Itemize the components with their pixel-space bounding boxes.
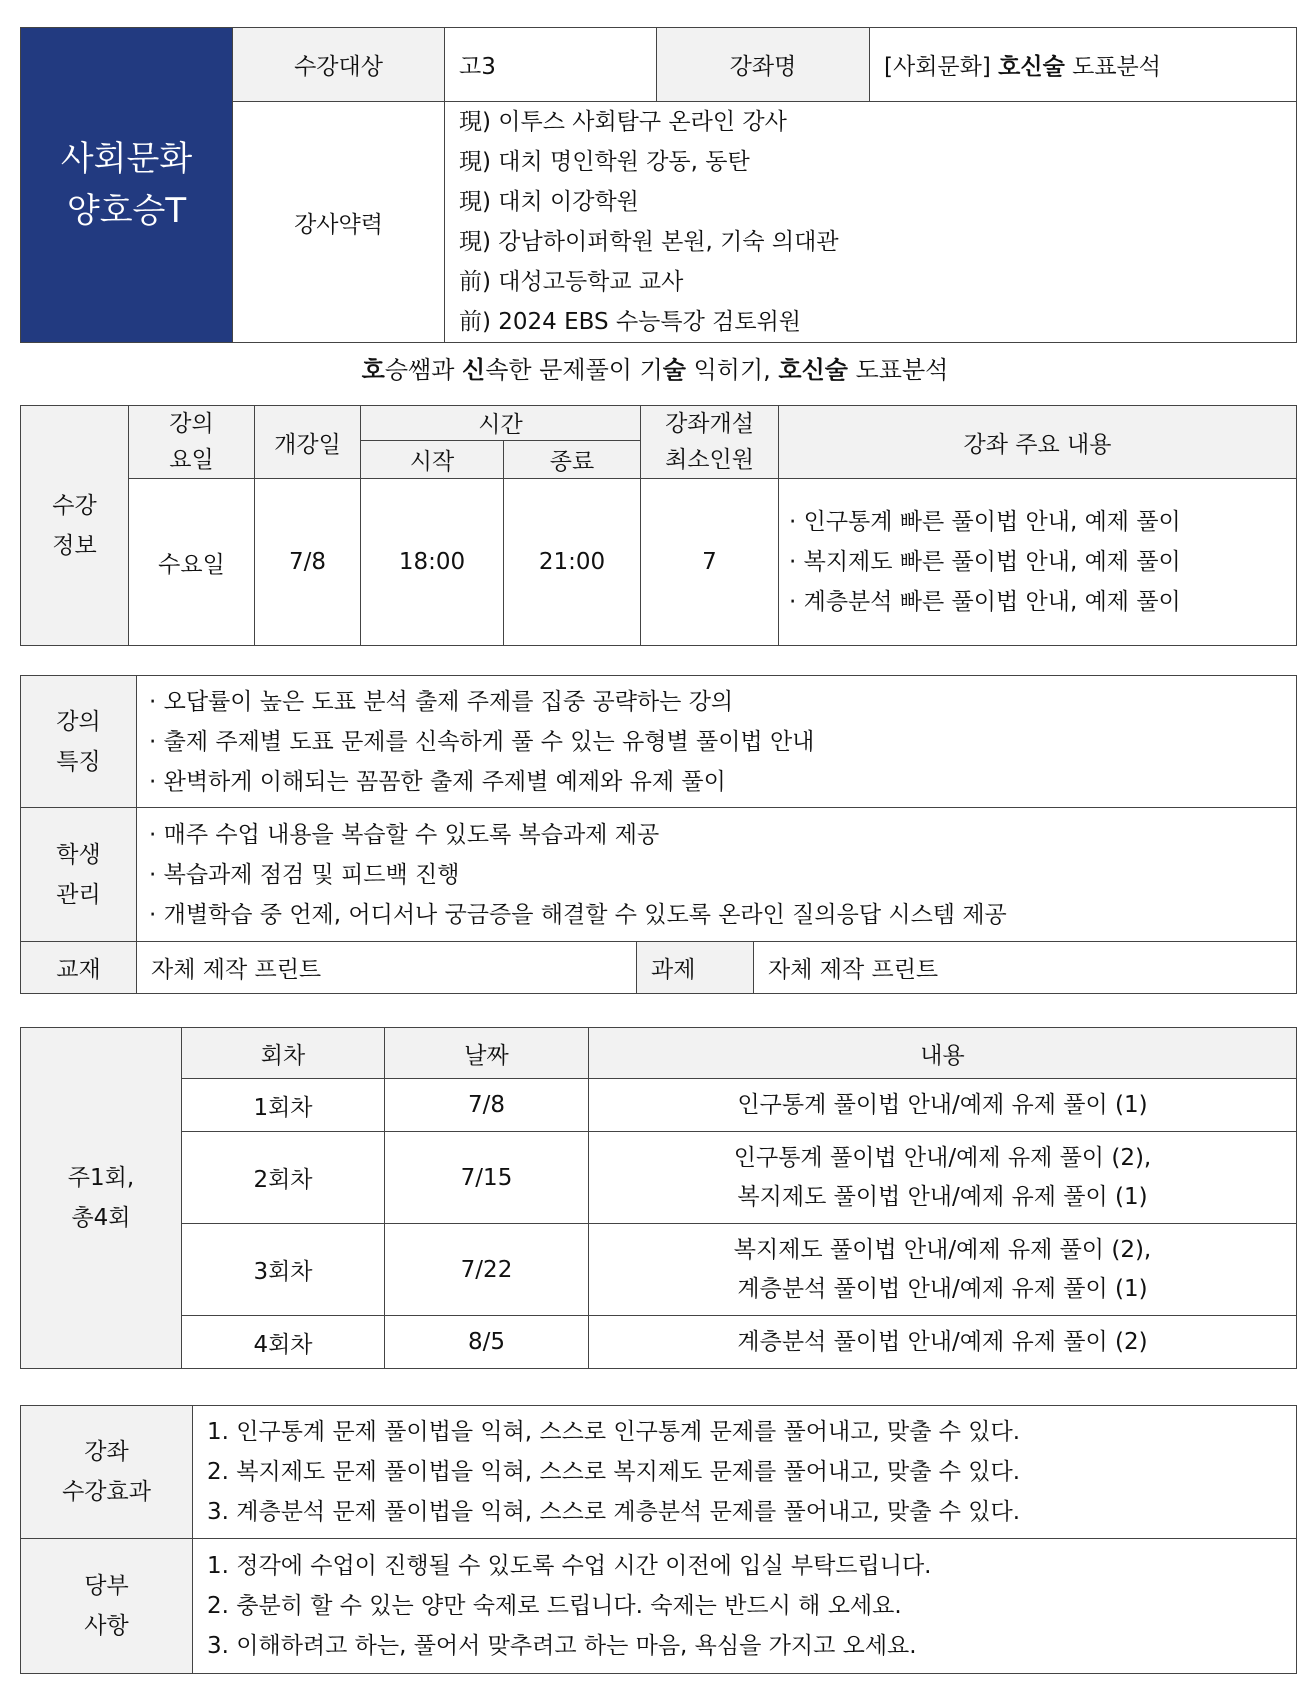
content-list bbox=[779, 479, 1297, 646]
content-line: 복지제도 풀이법 안내/예제 유제 풀이 (1) bbox=[737, 1183, 1148, 1210]
content-line: 계층분석 풀이법 안내/예제 유제 풀이 (2) bbox=[737, 1328, 1148, 1355]
management-item: · 매주 수업 내용을 복습할 수 있도록 복습과제 제공 bbox=[149, 821, 660, 848]
label-line: 관리 bbox=[56, 881, 101, 908]
header-line: 강좌개설 bbox=[665, 411, 754, 437]
table-row bbox=[21, 1224, 1297, 1316]
end-header: 종료 bbox=[504, 440, 641, 478]
session-date: 7/15 bbox=[385, 1132, 589, 1224]
slogan-text: 익히기, bbox=[685, 356, 779, 384]
start-time-value: 18:00 bbox=[361, 479, 504, 646]
notes-label bbox=[21, 1539, 193, 1674]
min-people-value: 7 bbox=[641, 479, 779, 646]
session-content bbox=[589, 1316, 1297, 1369]
sessions-table bbox=[20, 1027, 1297, 1369]
management-item: · 복습과제 점검 및 피드백 진행 bbox=[149, 861, 460, 888]
schedule-side-label bbox=[21, 406, 129, 646]
career-item: 現) 대치 이강학원 bbox=[459, 189, 639, 215]
effects-list bbox=[193, 1406, 1297, 1539]
session-content-header: 내용 bbox=[589, 1028, 1297, 1079]
content-item: · 인구통계 빠른 풀이법 안내, 예제 풀이 bbox=[789, 509, 1181, 535]
session-content bbox=[589, 1079, 1297, 1132]
course-name-rest: 도표분석 bbox=[1072, 54, 1161, 80]
slogan-bold: 술 bbox=[662, 356, 686, 384]
session-date: 7/22 bbox=[385, 1224, 589, 1316]
start-header: 시작 bbox=[361, 440, 504, 478]
session-content bbox=[589, 1224, 1297, 1316]
course-name-bold: 호신술 bbox=[998, 54, 1065, 80]
instructor-brand bbox=[21, 28, 233, 343]
label-line: 총4회 bbox=[71, 1205, 131, 1231]
slogan-bold: 호 bbox=[361, 356, 385, 384]
label-line: 수강효과 bbox=[62, 1479, 151, 1505]
content-item: · 복지제도 빠른 풀이법 안내, 예제 풀이 bbox=[789, 549, 1181, 575]
min-people-header bbox=[641, 406, 779, 479]
feature-item: · 오답률이 높은 도표 분석 출제 주제를 집중 공략하는 강의 bbox=[149, 688, 734, 715]
session-date: 8/5 bbox=[385, 1316, 589, 1369]
career-item: 前) 대성고등학교 교사 bbox=[459, 269, 684, 295]
label-line: 당부 bbox=[84, 1573, 129, 1599]
open-date-header: 개강일 bbox=[255, 406, 361, 479]
homework-value: 자체 제작 프린트 bbox=[754, 942, 1297, 994]
homework-label: 과제 bbox=[637, 942, 754, 994]
effect-item: 2. 복지제도 문제 풀이법을 익혀, 스스로 복지제도 문제를 풀어내고, 맞출 수 있다. bbox=[207, 1459, 1021, 1485]
label-line: 강의 bbox=[56, 708, 101, 735]
slogan-text: 도표분석 bbox=[847, 356, 949, 384]
label-line: 특징 bbox=[56, 748, 101, 775]
effect-item: 3. 계층분석 문제 풀이법을 익혀, 스스로 계층분석 문제를 풀어내고, 맞출 수 있다. bbox=[207, 1499, 1021, 1525]
header-line: 최소인원 bbox=[665, 447, 754, 473]
feature-item: · 출제 주제별 도표 문제를 신속하게 풀 수 있는 유형별 풀이법 안내 bbox=[149, 728, 815, 755]
target-value: 고3 bbox=[445, 28, 657, 102]
course-header-table bbox=[20, 27, 1297, 343]
session-date: 7/8 bbox=[385, 1079, 589, 1132]
course-name-prefix: [사회문화] bbox=[884, 54, 991, 80]
course-slogan bbox=[0, 348, 1310, 392]
session-content bbox=[589, 1132, 1297, 1224]
slogan-text: 승쌤과 bbox=[384, 356, 463, 384]
table-row bbox=[21, 1316, 1297, 1369]
career-item: 現) 강남하이퍼학원 본원, 기숙 의대관 bbox=[459, 229, 839, 255]
table-row bbox=[21, 1079, 1297, 1132]
day-value: 수요일 bbox=[129, 479, 255, 646]
round-header: 회차 bbox=[182, 1028, 385, 1079]
effect-item: 1. 인구통계 문제 풀이법을 익혀, 스스로 인구통계 문제를 풀어내고, 맞출 수 있다. bbox=[207, 1419, 1021, 1445]
management-list bbox=[137, 808, 1297, 942]
management-item: · 개별학습 중 언제, 어디서나 궁금증을 해결할 수 있도록 온라인 질의응답 시스템 제공 bbox=[149, 901, 1007, 928]
slogan-text: 속한 문제풀이 기 bbox=[485, 356, 663, 384]
open-date-value: 7/8 bbox=[255, 479, 361, 646]
table-row bbox=[21, 1132, 1297, 1224]
label-line: 주1회, bbox=[67, 1165, 135, 1191]
slogan-bold: 호신술 bbox=[778, 356, 848, 384]
career-item: 現) 이투스 사회탐구 온라인 강사 bbox=[459, 109, 787, 135]
effects-table bbox=[20, 1405, 1297, 1674]
label-line: 사항 bbox=[84, 1613, 129, 1639]
header-line: 강의 bbox=[169, 411, 214, 437]
time-header: 시간 bbox=[361, 406, 641, 441]
career-list bbox=[445, 102, 1297, 343]
session-round: 4회차 bbox=[182, 1316, 385, 1369]
date-header: 날짜 bbox=[385, 1028, 589, 1079]
target-label: 수강대상 bbox=[233, 28, 445, 102]
brand-teacher: 양호승T bbox=[66, 191, 187, 231]
content-item: · 계층분석 빠른 풀이법 안내, 예제 풀이 bbox=[789, 589, 1181, 615]
career-item: 前) 2024 EBS 수능특강 검토위원 bbox=[459, 309, 802, 335]
day-header bbox=[129, 406, 255, 479]
header-line: 요일 bbox=[169, 447, 214, 473]
content-header: 강좌 주요 내용 bbox=[779, 406, 1297, 479]
content-line: 인구통계 풀이법 안내/예제 유제 풀이 (1) bbox=[737, 1091, 1148, 1118]
note-item: 2. 충분히 할 수 있는 양만 숙제로 드립니다. 숙제는 반드시 해 오세요. bbox=[207, 1593, 902, 1619]
features-list bbox=[137, 676, 1297, 808]
career-item: 現) 대치 명인학원 강동, 동탄 bbox=[459, 149, 750, 175]
notes-list bbox=[193, 1539, 1297, 1674]
features-label bbox=[21, 676, 137, 808]
textbook-value: 자체 제작 프린트 bbox=[137, 942, 637, 994]
content-line: 복지제도 풀이법 안내/예제 유제 풀이 (2), bbox=[733, 1236, 1152, 1263]
course-name-value bbox=[870, 28, 1297, 102]
features-table bbox=[20, 675, 1297, 994]
career-label: 강사약력 bbox=[233, 102, 445, 343]
label-line: 학생 bbox=[56, 841, 101, 868]
content-line: 계층분석 풀이법 안내/예제 유제 풀이 (1) bbox=[737, 1275, 1148, 1302]
note-item: 1. 정각에 수업이 진행될 수 있도록 수업 시간 이전에 입실 부탁드립니다. bbox=[207, 1553, 932, 1579]
session-round: 1회차 bbox=[182, 1079, 385, 1132]
feature-item: · 완벽하게 이해되는 꼼꼼한 출제 주제별 예제와 유제 풀이 bbox=[149, 768, 726, 795]
management-label bbox=[21, 808, 137, 942]
session-round: 2회차 bbox=[182, 1132, 385, 1224]
session-round: 3회차 bbox=[182, 1224, 385, 1316]
label-line: 강좌 bbox=[84, 1439, 129, 1465]
note-item: 3. 이해하려고 하는, 풀어서 맞추려고 하는 마음, 욕심을 가지고 오세요. bbox=[207, 1633, 917, 1659]
side-label-line: 정보 bbox=[52, 532, 97, 559]
textbook-label: 교재 bbox=[21, 942, 137, 994]
side-label-line: 수강 bbox=[52, 492, 97, 519]
schedule-table bbox=[20, 405, 1297, 646]
sessions-side-label bbox=[21, 1028, 182, 1369]
brand-subject: 사회문화 bbox=[60, 139, 193, 179]
course-name-label: 강좌명 bbox=[657, 28, 870, 102]
slogan-bold: 신 bbox=[462, 356, 486, 384]
effects-label bbox=[21, 1406, 193, 1539]
end-time-value: 21:00 bbox=[504, 479, 641, 646]
content-line: 인구통계 풀이법 안내/예제 유제 풀이 (2), bbox=[733, 1144, 1152, 1171]
